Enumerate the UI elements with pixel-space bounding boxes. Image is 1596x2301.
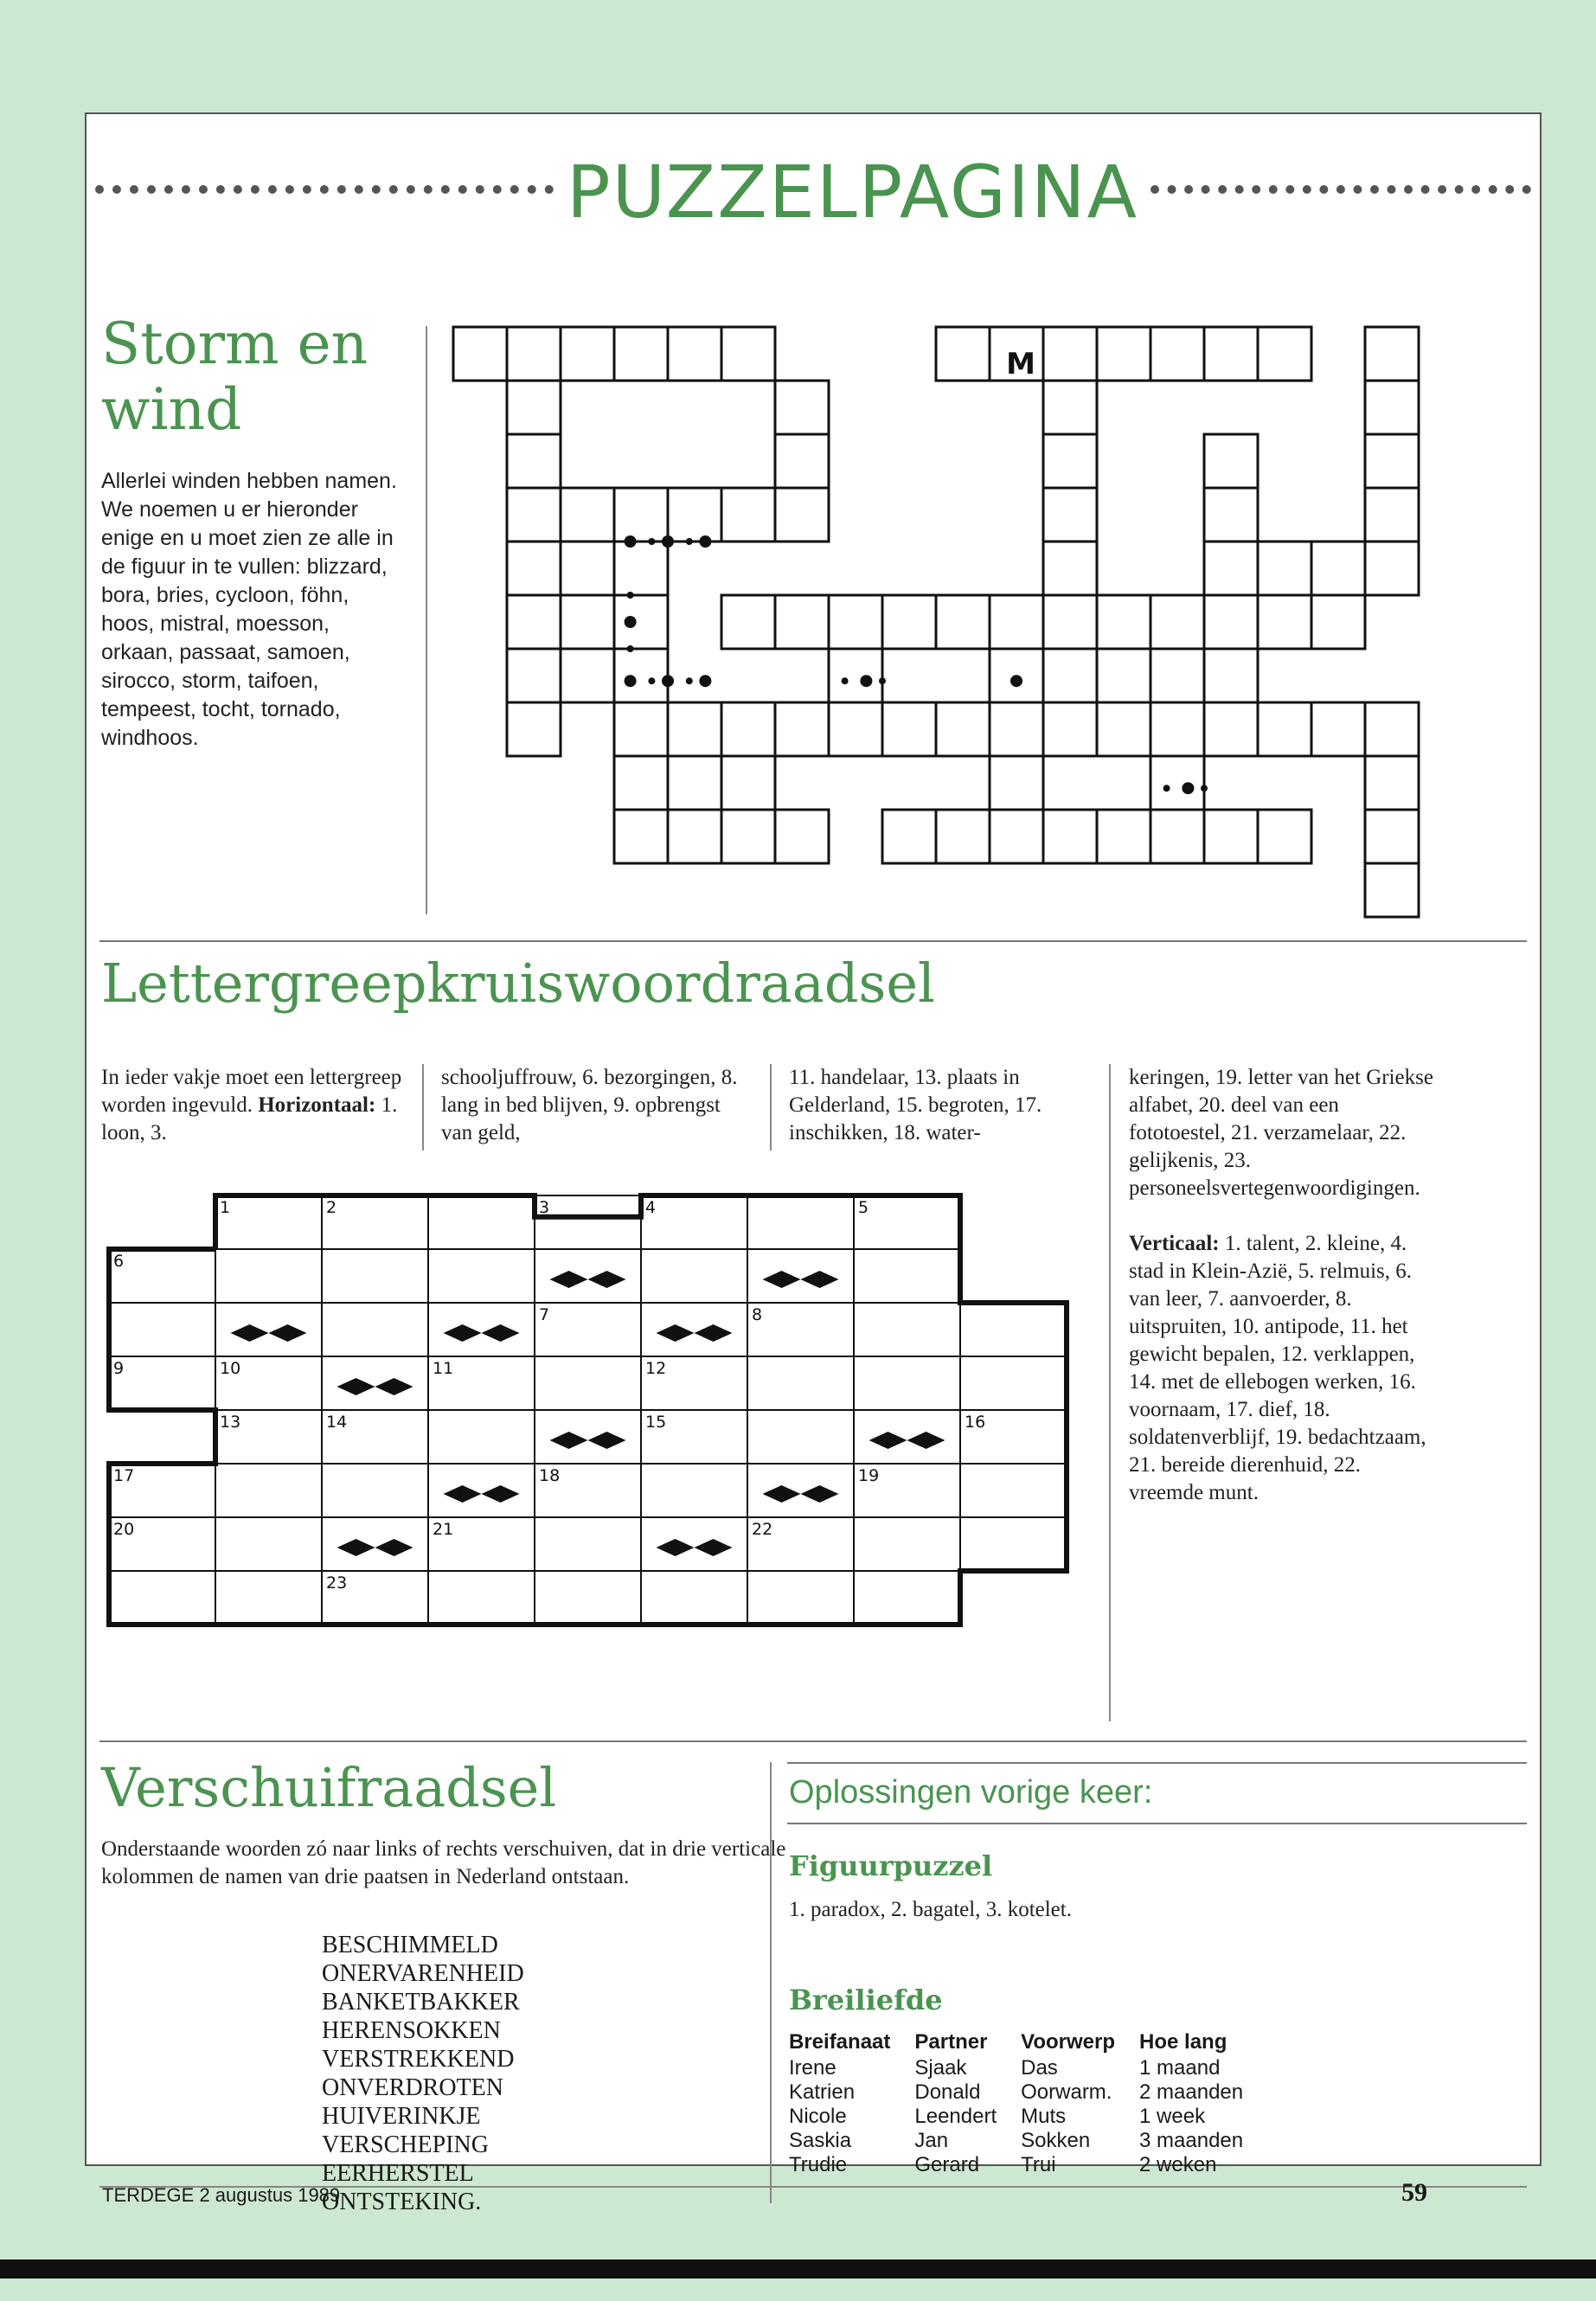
letter-cell[interactable]	[960, 1517, 1067, 1571]
letter-col4	[1129, 1064, 1440, 1507]
brei-cell: Sjaak	[914, 2056, 967, 2080]
letter-cell[interactable]	[854, 1195, 960, 1249]
solutions-title: Oplossingen vorige keer:	[789, 1774, 1153, 1811]
brei-cell: Irene	[789, 2056, 836, 2080]
letter-cell[interactable]	[747, 1249, 854, 1303]
letter-number: 8	[752, 1305, 763, 1324]
letter-cell[interactable]	[747, 1571, 854, 1625]
letter-number: 13	[220, 1413, 241, 1432]
storm-cell[interactable]	[1258, 595, 1311, 649]
storm-bullet	[1201, 785, 1208, 792]
letter-cell[interactable]	[854, 1410, 960, 1464]
letter-cell[interactable]	[322, 1464, 428, 1517]
letter-cell[interactable]	[428, 1303, 535, 1356]
figuur-title: Figuurpuzzel	[789, 1849, 993, 1882]
brei-cell: Trudie	[789, 2153, 848, 2176]
letter-cell[interactable]	[428, 1571, 535, 1625]
letter-cell[interactable]	[535, 1249, 641, 1303]
brei-row	[789, 2105, 1267, 2129]
brei-cell: 1 maand	[1139, 2056, 1221, 2080]
storm-bullet	[1182, 782, 1194, 794]
letter-cell[interactable]	[641, 1464, 747, 1517]
storm-intro: Allerlei winden hebben namen. We noemen u er hieronder enige en u moet zien ze alle in de figuur in te vullen:	[101, 469, 397, 579]
brei-header: Voorwerp	[1021, 2030, 1116, 2054]
letter-v-label: Verticaal:	[1129, 1232, 1220, 1255]
verschuif-words	[322, 1931, 524, 2216]
storm-cell[interactable]	[1151, 327, 1204, 381]
letter-cell[interactable]	[854, 1356, 960, 1410]
bottom-bar	[0, 2259, 1596, 2279]
brei-cell: 2 maanden	[1139, 2080, 1244, 2104]
storm-cell[interactable]	[1151, 702, 1204, 756]
letter-number: 15	[645, 1413, 667, 1432]
letter-cell[interactable]	[747, 1410, 854, 1464]
letter-cell[interactable]	[215, 1195, 322, 1249]
page-number: 59	[1401, 2178, 1427, 2207]
verschuif-word: HUIVERINKJE	[322, 2103, 481, 2130]
verschuif-word: ONTSTEKING.	[322, 2189, 482, 2215]
letter-number: 9	[113, 1359, 125, 1378]
brei-cell: Jan	[914, 2129, 949, 2152]
letter-number: 23	[326, 1574, 348, 1593]
letter-number: 22	[752, 1520, 773, 1539]
storm-cell[interactable]	[1204, 434, 1258, 488]
storm-cell[interactable]	[1204, 327, 1258, 381]
verschuif-word: VERSCHEPING	[322, 2131, 489, 2158]
brei-cell: 1 week	[1139, 2105, 1206, 2128]
letter-cell[interactable]	[215, 1464, 322, 1517]
letter-cell[interactable]	[428, 1410, 535, 1464]
letter-intro: In ieder vakje moet een lettergreep worden ingevuld.	[101, 1066, 402, 1117]
brei-header: Hoe lang	[1139, 2030, 1227, 2054]
brei-header-row	[789, 2030, 1267, 2056]
letter-h-label: Horizontaal:	[258, 1093, 376, 1117]
letter-number: 11	[433, 1359, 454, 1378]
letter-cell[interactable]	[641, 1517, 747, 1571]
letter-cell[interactable]	[322, 1356, 428, 1410]
letter-cell[interactable]	[641, 1303, 747, 1356]
letter-number: 4	[645, 1198, 657, 1217]
letter-cell[interactable]	[322, 1195, 428, 1249]
letter-v-text: 1. talent, 2. kleine, 4. stad in Klein-Azië, 5. relmuis, 6. van leer, 7. aanvoerder, 8. uitspruiten, 10. antipode, 11. het gewicht bepalen, 12. verklappen, 14. met de ellebogen werken, 16. voornaam, 17. dief, 18. soldatenverblijf, 19. bedachtzaam, 21. bereide dierenhuid, 22. vreemde munt.	[1129, 1232, 1426, 1504]
letter-number: 10	[220, 1359, 241, 1378]
storm-cell[interactable]	[1365, 327, 1419, 381]
storm-cell[interactable]	[1365, 810, 1419, 863]
brei-row	[789, 2056, 1267, 2080]
brei-table	[789, 2030, 1267, 2177]
storm-cell[interactable]	[1311, 595, 1365, 649]
verschuif-intro: Onderstaande woorden zó naar links of rechts verschuiven, dat in drie verticale kolommen de namen van drie paatsen in Nederland ontstaan.	[101, 1837, 786, 1888]
storm-cell[interactable]	[1204, 649, 1258, 702]
brei-header: Breifanaat	[789, 2030, 891, 2054]
letter-number: 1	[220, 1198, 231, 1217]
storm-cell[interactable]	[1151, 810, 1204, 863]
letter-cell[interactable]	[854, 1303, 960, 1356]
letter-cell[interactable]	[641, 1195, 747, 1249]
letter-cell[interactable]	[428, 1249, 535, 1303]
storm-given-letter: M	[1006, 347, 1035, 381]
letter-divider-3	[1109, 1064, 1111, 1721]
letter-cell[interactable]	[322, 1517, 428, 1571]
verschuif-word: BESCHIMMELD	[322, 1932, 498, 1958]
verschuif-word: ONERVARENHEID	[322, 1960, 524, 1987]
storm-cell[interactable]	[1365, 488, 1419, 542]
page-title: PUZZELPAGINA	[567, 150, 1139, 234]
letter-cell[interactable]	[215, 1517, 322, 1571]
letter-number: 21	[433, 1520, 454, 1539]
brei-header: Partner	[914, 2030, 988, 2054]
letter-number: 20	[113, 1520, 135, 1539]
letter-cell[interactable]	[535, 1195, 641, 1249]
verschuif-word: HERENSOKKEN	[322, 2017, 501, 2044]
letter-cell[interactable]	[747, 1303, 854, 1356]
storm-cell[interactable]	[1365, 542, 1419, 595]
letter-title: Lettergreepkruiswoordraadsel	[101, 952, 935, 1015]
letter-number: 3	[539, 1198, 550, 1217]
storm-cell[interactable]	[1258, 810, 1311, 863]
letter-cell[interactable]	[641, 1249, 747, 1303]
storm-cell[interactable]	[1204, 542, 1258, 595]
letter-h-part2: schooljuffrouw, 6. bezorgingen, 8. lang in bed blijven, 9. opbrengst van geld,	[441, 1066, 738, 1144]
storm-cell[interactable]	[1311, 542, 1365, 595]
storm-cell[interactable]	[1204, 595, 1258, 649]
storm-cell[interactable]	[1365, 434, 1419, 488]
footer-left: TERDEGE 2 augustus 1989	[102, 2184, 341, 2206]
letter-cell[interactable]	[428, 1464, 535, 1517]
section-divider-2	[99, 1740, 1527, 1742]
letter-h-part4: keringen, 19. letter van het Griekse alfabet, 20. deel van een fototoestel, 21. verzamelaar, 22. gelijkenis, 23. personeelsvertegenwoordigingen.	[1129, 1066, 1433, 1200]
storm-title-line1: Storm en	[101, 311, 369, 377]
letter-number: 14	[326, 1413, 348, 1432]
letter-cell[interactable]	[854, 1517, 960, 1571]
letter-h-part1: 1. loon, 3.	[101, 1093, 398, 1144]
letter-cell[interactable]	[215, 1303, 322, 1356]
letter-cell[interactable]	[747, 1195, 854, 1249]
storm-cell[interactable]	[1365, 702, 1419, 756]
brei-cell: Gerard	[914, 2153, 980, 2176]
storm-cell[interactable]	[1258, 327, 1311, 381]
brei-cell: Donald	[914, 2080, 981, 2104]
brei-cell: Saskia	[789, 2129, 852, 2152]
letter-cell[interactable]	[215, 1249, 322, 1303]
brei-row	[789, 2080, 1267, 2105]
letter-number: 12	[645, 1359, 667, 1378]
letter-number: 6	[113, 1252, 125, 1271]
verschuif-word: BANKETBAKKER	[322, 1989, 520, 2016]
letter-cell[interactable]	[960, 1356, 1067, 1410]
storm-bullet	[1163, 785, 1170, 792]
verschuif-title: Verschuifraadsel	[101, 1756, 557, 1819]
solutions-rule-bottom	[787, 1823, 1527, 1824]
letter-cell[interactable]	[747, 1356, 854, 1410]
verschuif-word: EERHERSTEL	[322, 2160, 474, 2187]
storm-cell[interactable]	[1258, 702, 1311, 756]
letter-cell[interactable]	[215, 1571, 322, 1625]
storm-cell[interactable]	[1258, 542, 1311, 595]
storm-cell[interactable]	[1365, 863, 1419, 917]
letter-cell[interactable]	[109, 1571, 215, 1625]
storm-words: blizzard, bora, bries, cycloon, föhn, hoos, mistral, moesson, orkaan, passaat, samoen, sirocco, storm, taifoen, tempeest, tocht, tornado, windhoos.	[101, 554, 388, 750]
brei-row	[789, 2129, 1267, 2153]
letter-cell[interactable]	[428, 1195, 535, 1249]
letter-cell[interactable]	[322, 1249, 428, 1303]
letter-h-part3: 11. handelaar, 13. plaats in Gelderland, 15. begroten, 17. inschikken, 18. water-	[789, 1066, 1042, 1144]
storm-cell[interactable]	[1365, 756, 1419, 810]
letter-cell[interactable]	[535, 1356, 641, 1410]
letter-number: 16	[965, 1413, 986, 1432]
storm-cell[interactable]	[1311, 702, 1365, 756]
letter-cell[interactable]	[535, 1517, 641, 1571]
brei-row	[789, 2153, 1267, 2177]
brei-cell: Muts	[1021, 2105, 1067, 2128]
letter-cell[interactable]	[109, 1303, 215, 1356]
letter-cell[interactable]	[960, 1303, 1067, 1356]
brei-cell: Leendert	[914, 2105, 997, 2128]
letter-number: 5	[858, 1198, 869, 1217]
solutions-divider	[770, 1762, 772, 2203]
storm-cell[interactable]	[1365, 381, 1419, 434]
brei-cell: 2 weken	[1139, 2153, 1217, 2176]
brei-cell: Nicole	[789, 2105, 847, 2128]
brei-title: Breiliefde	[789, 1984, 943, 2016]
verschuif-word: ONVERDROTEN	[322, 2074, 503, 2101]
letter-grid	[87, 114, 1107, 1758]
figuur-text: 1. paradox, 2. bagatel, 3. kotelet.	[789, 1898, 1072, 1921]
letter-cell[interactable]	[747, 1464, 854, 1517]
letter-cell[interactable]	[641, 1571, 747, 1625]
verschuif-word: VERSTREKKEND	[322, 2046, 515, 2073]
letter-cell[interactable]	[960, 1464, 1067, 1517]
letter-cell[interactable]	[535, 1410, 641, 1464]
letter-number: 2	[326, 1198, 337, 1217]
letter-cell[interactable]	[535, 1303, 641, 1356]
letter-number: 19	[858, 1466, 880, 1485]
storm-cell[interactable]	[1151, 756, 1204, 810]
brei-cell: Katrien	[789, 2080, 856, 2104]
letter-cell[interactable]	[109, 1249, 215, 1303]
storm-title-line2: wind	[101, 376, 242, 443]
brei-cell: Oorwarm.	[1021, 2080, 1112, 2104]
storm-cell[interactable]	[1204, 488, 1258, 542]
brei-cell: Das	[1021, 2056, 1058, 2080]
letter-number: 17	[113, 1466, 135, 1485]
solutions-rule-top	[787, 1762, 1527, 1764]
letter-number: 18	[539, 1466, 561, 1485]
storm-cell[interactable]	[1151, 595, 1204, 649]
brei-cell: 3 maanden	[1139, 2129, 1244, 2152]
letter-cell[interactable]	[109, 1356, 215, 1410]
brei-cell: Trui	[1021, 2153, 1056, 2176]
storm-cell[interactable]	[1204, 810, 1258, 863]
letter-cell[interactable]	[322, 1303, 428, 1356]
letter-cell[interactable]	[535, 1571, 641, 1625]
brei-cell: Sokken	[1021, 2129, 1091, 2152]
letter-number: 7	[539, 1305, 550, 1324]
letter-cell[interactable]	[854, 1249, 960, 1303]
letter-cell[interactable]	[854, 1571, 960, 1625]
storm-cell[interactable]	[1204, 702, 1258, 756]
